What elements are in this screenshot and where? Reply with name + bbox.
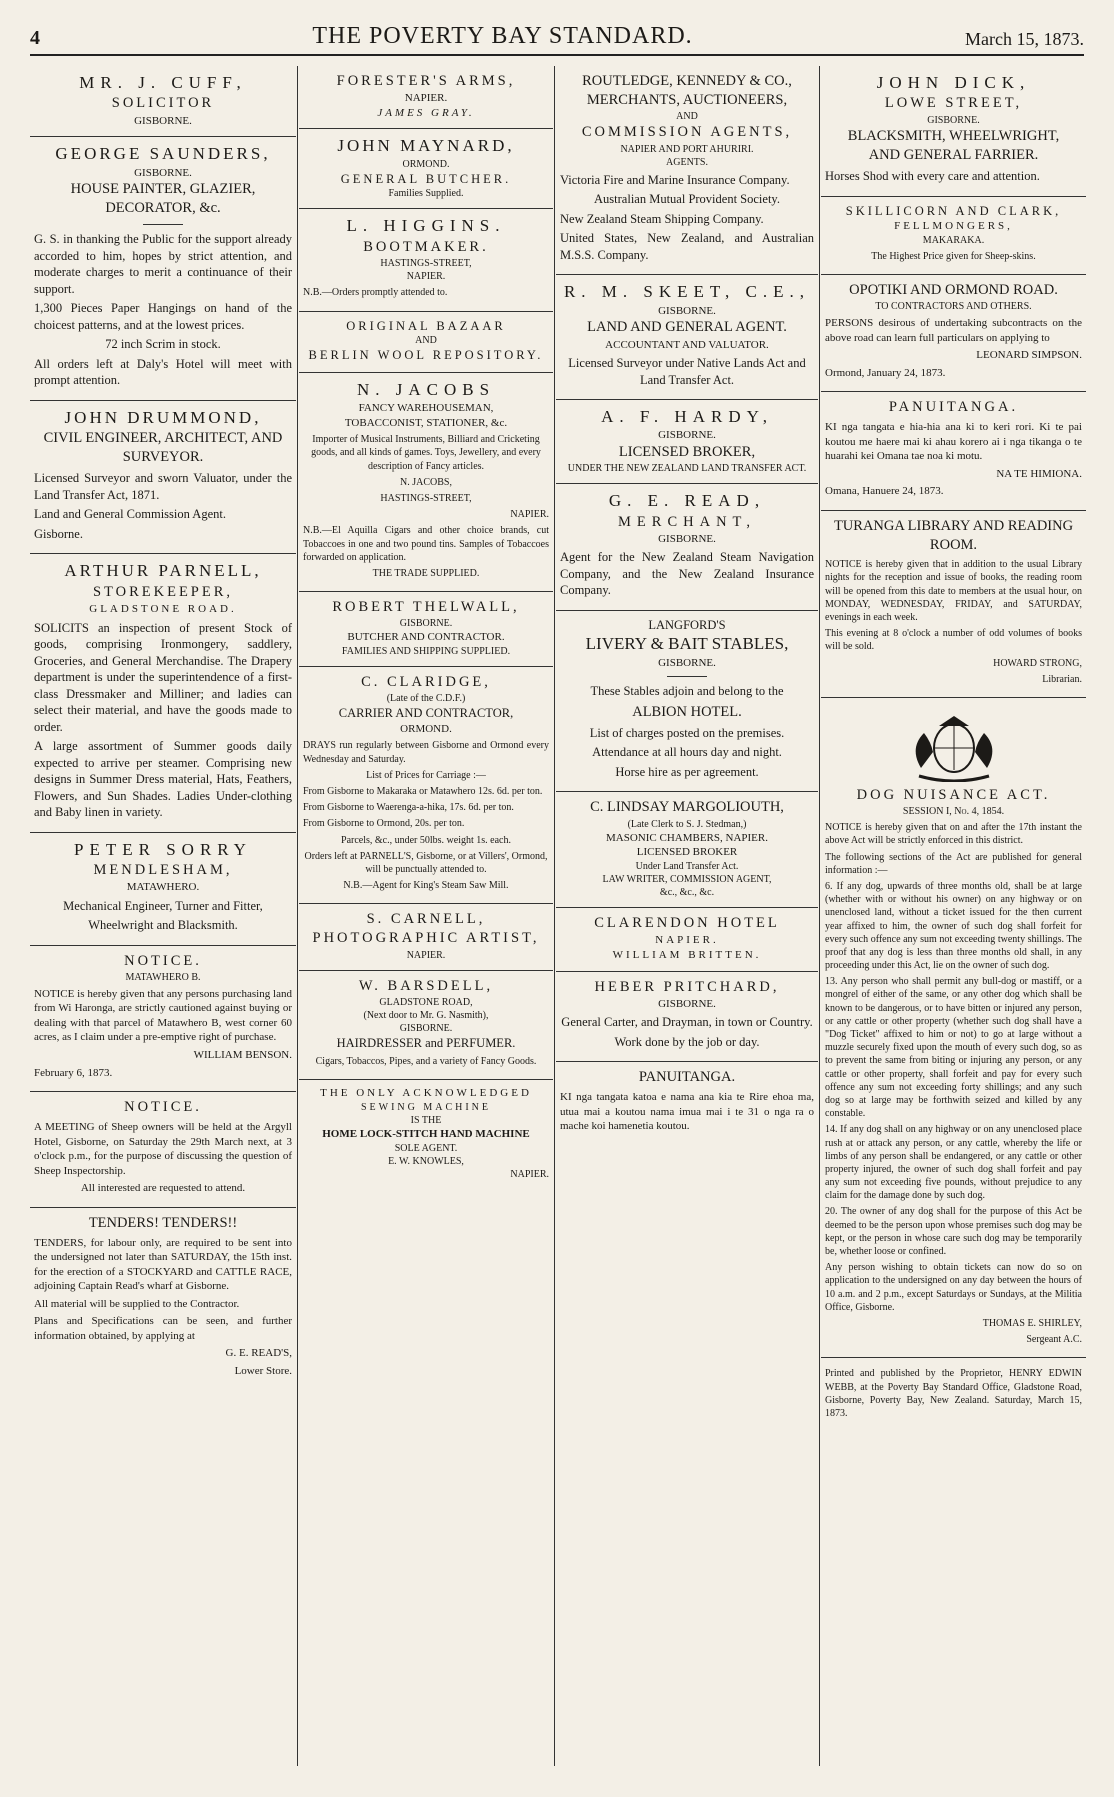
ad-line: HASTINGS-STREET, bbox=[380, 258, 472, 270]
ad-line: WILLIAM BRITTEN. bbox=[612, 949, 762, 961]
ad-line: GISBORNE. bbox=[134, 114, 192, 127]
ad-dick bbox=[821, 66, 1086, 197]
ad-sewing-machine bbox=[299, 1080, 553, 1189]
ad-text: United States, New Zealand, and Australian M.S.S. Company. bbox=[560, 231, 814, 262]
ad-line: TO CONTRACTORS AND OTHERS. bbox=[875, 301, 1032, 313]
ad-title: SKILLICORN AND CLARK, bbox=[845, 203, 1062, 218]
ad-line: BUTCHER AND CONTRACTOR. bbox=[347, 631, 505, 644]
ad-text: KI nga tangata katoa e nama ana kia te Rire ehoa ma, utua mai a koutou nama imua mai i te 31 o nga ra o mache koi hamenetia koutou. bbox=[560, 1091, 814, 1133]
ad-line: MAKARAKA. bbox=[922, 234, 985, 246]
ad-line: NAPIER. bbox=[406, 271, 446, 283]
ad-title: ROBERT THELWALL, bbox=[332, 599, 520, 616]
ad-margoliouth bbox=[556, 792, 818, 908]
ad-line: CARRIER AND CONTRACTOR, bbox=[338, 706, 514, 721]
ad-line: SOLICITOR bbox=[111, 95, 215, 112]
ad-line: GISBORNE. bbox=[658, 997, 716, 1010]
ad-text: Mechanical Engineer, Turner and Fitter, bbox=[63, 898, 263, 913]
ad-text: Work done by the job or day. bbox=[614, 1034, 760, 1049]
ad-line: BOOTMAKER. bbox=[363, 238, 489, 255]
ad-skillicorn bbox=[821, 197, 1086, 275]
ad-read bbox=[556, 484, 818, 611]
ad-line: DECORATOR, &c. bbox=[105, 200, 221, 217]
ad-title: R. M. SKEET, C.E., bbox=[563, 282, 811, 302]
ad-text: All material will be supplied to the Contractor. bbox=[34, 1297, 240, 1310]
page-number: 4 bbox=[30, 27, 40, 49]
ad-line: FANCY WAREHOUSEMAN, bbox=[358, 402, 494, 415]
ad-text: Orders left at PARNELL'S, Gisborne, or at Villers', Ormond, will be punctually attended to. bbox=[304, 850, 548, 875]
ad-line: MASONIC CHAMBERS, NAPIER. bbox=[606, 831, 768, 844]
ad-line: (Late Clerk to S. J. Stedman,) bbox=[627, 818, 747, 830]
ad-text: All interested are requested to attend. bbox=[80, 1182, 246, 1195]
ad-skeet bbox=[556, 275, 818, 400]
ad-line: COMMISSION AGENTS, bbox=[581, 124, 793, 141]
ad-hardy bbox=[556, 400, 818, 484]
ad-title: ORIGINAL BAZAAR bbox=[346, 318, 506, 333]
column-3 bbox=[556, 66, 818, 1766]
ad-text: KI nga tangata e hia-hia ana ki to keri rori. Ki te pai koutou me haere mai ki ahau korero ai i nga tikanga o te huarahi kei Omana tae noa ki motu. bbox=[825, 421, 1082, 463]
ad-saunders bbox=[30, 137, 296, 401]
ad-foresters bbox=[299, 66, 553, 129]
ad-title: A. F. HARDY, bbox=[601, 407, 773, 427]
ad-title: G. E. READ, bbox=[608, 491, 766, 511]
ad-text: TENDERS, for labour only, are required to be sent into the undersigned not later than SATURDAY, the 15th inst. for the erection of a STOCKYARD and CATTLE RACE, adjoining Captain Read's wharf at Gisborne. bbox=[34, 1236, 292, 1293]
ad-text: Australian Mutual Provident Society. bbox=[594, 192, 780, 207]
ad-text: General Carter, and Drayman, in town or Country. bbox=[561, 1015, 813, 1030]
ad-text: Gisborne. bbox=[34, 526, 83, 541]
ad-line: MERCHANTS, AUCTIONEERS, bbox=[586, 92, 788, 109]
ad-opotiki-road bbox=[821, 275, 1086, 392]
ad-text: PERSONS desirous of undertaking subcontracts on the above road can learn full particulars on applying to bbox=[825, 317, 1082, 344]
ad-line: &c., &c., &c. bbox=[659, 887, 715, 899]
ad-line: CIVIL ENGINEER, ARCHITECT, AND SURVEYOR. bbox=[43, 430, 283, 466]
ad-line: LICENSED BROKER bbox=[636, 846, 738, 859]
ad-parnell bbox=[30, 554, 296, 832]
ad-carnell bbox=[299, 904, 553, 970]
ad-line: GISBORNE. bbox=[658, 304, 716, 317]
imprint-text: Printed and published by the Proprietor, HENRY EDWIN WEBB, at the Poverty Bay Standard Office, Gladstone Road, Gisborne, Poverty Bay, New Zealand. Saturday, March 15, 1873. bbox=[825, 1368, 1082, 1419]
ad-title: PANUITANGA. bbox=[888, 399, 1019, 416]
ad-title: LANGFORD'S bbox=[648, 617, 726, 632]
masthead bbox=[30, 22, 1084, 56]
ad-claridge bbox=[299, 667, 553, 904]
ad-line: BLACKSMITH, WHEELWRIGHT, bbox=[847, 127, 1060, 144]
ad-line: LAW WRITER, COMMISSION AGENT, bbox=[602, 873, 772, 885]
ad-text: A large assortment of Summer goods daily expected to arrive per steamer. Comprising new designs in Summer Dress material, Hats, Feathers, Flowers, and Sun Shades. Ladies Under-clothing and Baby linen in variety. bbox=[34, 739, 292, 820]
ad-line: GENERAL BUTCHER. bbox=[340, 171, 512, 186]
ad-title: C. CLARIDGE, bbox=[361, 674, 491, 691]
ad-line: (Next door to Mr. G. Nasmith), bbox=[363, 1010, 489, 1022]
ad-title: CLARENDON HOTEL bbox=[594, 915, 780, 932]
ad-text: Attendance at all hours day and night. bbox=[592, 745, 782, 760]
ad-line: GISBORNE. bbox=[134, 166, 192, 179]
ad-text: Victoria Fire and Marine Insurance Company. bbox=[560, 172, 790, 187]
ad-line: SESSION I, No. 4, 1854. bbox=[902, 806, 1005, 818]
ad-text: Land and General Commission Agent. bbox=[34, 507, 226, 522]
ad-date: Ormond, January 24, 1873. bbox=[825, 366, 946, 379]
printer-imprint bbox=[821, 1358, 1086, 1431]
ad-line: MENDLESHAM, bbox=[93, 861, 233, 878]
ad-line: ACCOUNTANT AND VALUATOR. bbox=[605, 338, 769, 351]
ad-text: List of Prices for Carriage :— bbox=[366, 769, 486, 781]
ad-line: UNDER THE NEW ZEALAND LAND TRANSFER ACT. bbox=[567, 463, 807, 475]
ad-signature: HOWARD STRONG, bbox=[993, 657, 1082, 669]
ad-line: LICENSED BROKER, bbox=[618, 443, 756, 460]
ad-line: MATAWHERO B. bbox=[125, 971, 201, 983]
ad-line: MATAWHERO. bbox=[126, 881, 200, 894]
ad-text: From Gisborne to Ormond, 20s. per ton. bbox=[303, 818, 465, 830]
ad-text: A MEETING of Sheep owners will be held at the Argyll Hotel, Gisborne, on Saturday the 29th March next, at 3 o'clock p.m., for the purpose of discussing the question of Sheep Inspectorship. bbox=[34, 1121, 292, 1177]
ad-line: ORMOND. bbox=[402, 158, 450, 170]
ad-title: NOTICE. bbox=[124, 952, 202, 969]
ad-signature: HASTINGS-STREET, bbox=[380, 493, 472, 504]
ad-line: ORMOND. bbox=[400, 722, 452, 735]
ad-text: All orders left at Daly's Hotel will meet with prompt attention. bbox=[34, 356, 292, 388]
ad-signature: N. JACOBS, bbox=[400, 476, 452, 488]
newspaper-title: THE POVERTY BAY STANDARD. bbox=[312, 23, 693, 49]
ad-line: NAPIER. bbox=[404, 92, 448, 105]
ad-text: List of charges posted on the premises. bbox=[589, 725, 785, 740]
ad-line: LIVERY & BAIT STABLES, bbox=[585, 634, 789, 654]
ad-text: 14. If any dog shall on any highway or on any unenclosed place rush at or attack any person, or any cattle, whereby the life or limbs of any person shall be endangered, or any cattle or other property injured, the owner of such dog shall forfeit and pay any sum not exceeding five pounds, without prejudice to any claim for the damage done by such dog. bbox=[825, 1124, 1082, 1202]
ad-text: The Highest Price given for Sheep-skins. bbox=[871, 250, 1036, 262]
ad-line: FAMILIES AND SHIPPING SUPPLIED. bbox=[341, 645, 511, 657]
ad-date: Omana, Hanuere 24, 1873. bbox=[825, 485, 944, 498]
ad-title: HEBER PRITCHARD, bbox=[594, 978, 780, 995]
ad-text: The following sections of the Act are published for general information :— bbox=[825, 851, 1082, 876]
ad-line: Under Land Transfer Act. bbox=[635, 860, 739, 872]
ad-text: NOTICE is hereby given that in addition to the usual Library nights for the reception and issue of books, the reading room will be opened from this date to members at the usual hour, on MONDAY, WEDNESDAY, FRIDAY, and SATURDAY, evenings in each week. bbox=[825, 559, 1082, 623]
ad-text: Plans and Specifications can be seen, and further information obtained, by applying at bbox=[34, 1315, 292, 1342]
ad-line: HOME LOCK-STITCH HAND MACHINE bbox=[322, 1128, 530, 1141]
ad-text: G. S. in thanking the Public for the support already accorded to him, hopes by strict attention, and moderate charges to merit a continuance of their support. bbox=[34, 232, 292, 296]
ad-line: AND bbox=[676, 111, 698, 123]
ad-text: N.B.—El Aquilla Cigars and other choice brands, cut Tobaccoes in one and two pound tins. Samples of Tobaccoes forwarded on application. bbox=[303, 525, 549, 563]
ad-text: Wheelwright and Blacksmith. bbox=[88, 918, 238, 933]
ad-title: L. HIGGINS. bbox=[346, 216, 506, 236]
ad-line: MERCHANT, bbox=[618, 513, 756, 530]
ad-text: 6. If any dog, upwards of three months old, shall be at large (whether with or without his owner) on any highway or on unenclosed land, without a ticket issued for the then current year affixed to him, the owner of such dog shall forfeit for every such offence any sum not exceeding twenty shillings. The proof that any dog is less than three months old shall, in any proceeding under this Act, lie on the owner of such dog. bbox=[825, 880, 1082, 972]
ad-signature: NA TE HIMIONA. bbox=[996, 467, 1082, 480]
ad-text: 1,300 Pieces Paper Hangings on hand of the choicest patterns, and at the lowest prices. bbox=[34, 301, 292, 332]
ad-line: AND bbox=[415, 335, 437, 347]
ad-line: NAPIER. bbox=[655, 934, 719, 947]
column-4 bbox=[821, 66, 1086, 1766]
ad-line: BERLIN WOOL REPOSITORY. bbox=[308, 348, 544, 363]
ad-title: N. JACOBS bbox=[356, 379, 496, 399]
ad-line: TOBACCONIST, STATIONER, &c. bbox=[344, 416, 508, 429]
ad-higgins bbox=[299, 209, 553, 311]
ad-signature: Librarian. bbox=[1042, 673, 1082, 685]
ad-line: FELLMONGERS, bbox=[894, 220, 1013, 232]
ad-title: JOHN MAYNARD, bbox=[337, 136, 515, 156]
ad-title: PETER SORRY bbox=[74, 839, 252, 859]
ad-text: This evening at 8 o'clock a number of odd volumes of books will be sold. bbox=[825, 628, 1082, 653]
ad-line: AND GENERAL FARRIER. bbox=[868, 146, 1039, 163]
ad-date: February 6, 1873. bbox=[34, 1066, 113, 1079]
ad-title: OPOTIKI AND ORMOND ROAD. bbox=[849, 281, 1058, 298]
ad-title: MR. J. CUFF, bbox=[79, 73, 247, 92]
ad-text: Horses Shod with every care and attention. bbox=[825, 169, 1040, 183]
ad-text: Agent for the New Zealand Steam Navigation Company, and the New Zealand Insurance Company. bbox=[560, 550, 814, 598]
ad-line: LOWE STREET, bbox=[884, 95, 1023, 112]
column-rule bbox=[554, 66, 555, 1766]
column-rule bbox=[819, 66, 820, 1766]
ad-text: New Zealand Steam Shipping Company. bbox=[560, 211, 764, 226]
ad-routledge bbox=[556, 66, 818, 275]
ad-text: From Gisborne to Makaraka or Matawhero 12s. 6d. per ton. bbox=[303, 786, 543, 798]
ad-text: 13. Any person who shall permit any bull-dog or mastiff, or a mongrel of either of the same, or any other dog which shall be known to be dangerous, or to have bitten or injured any person, or any cattle or other property (whether such dog shall have a "Dog Ticket" affixed to him or not) to go at large without a muzzle securely fixed upon the mouth of every such dog, so as to prevent the same from biting or injuring any person, or any cattle or other property, shall forfeit and pay for every such offence any sum not exceeding forty shillings; and any such dog so at large may be forthwith seized and killed by any constable. bbox=[825, 976, 1082, 1120]
ad-text: N.B.—Orders promptly attended to. bbox=[303, 287, 448, 299]
ad-sorry bbox=[30, 833, 296, 946]
ad-dog-nuisance-act bbox=[821, 698, 1086, 1358]
ad-signature: WILLIAM BENSON. bbox=[193, 1049, 292, 1061]
divider bbox=[667, 676, 707, 677]
ad-line: JAMES GRAY. bbox=[377, 106, 475, 119]
ad-tenders bbox=[30, 1208, 296, 1390]
ad-text: These Stables adjoin and belong to the bbox=[590, 684, 784, 699]
ad-panuitanga-himiona bbox=[821, 392, 1086, 511]
ad-panuitanga-rire bbox=[556, 1062, 818, 1145]
ad-text: 72 inch Scrim in stock. bbox=[105, 337, 221, 352]
ad-line: PHOTOGRAPHIC ARTIST, bbox=[312, 930, 540, 947]
ad-signature: G. E. READ'S, bbox=[225, 1347, 292, 1360]
column-2 bbox=[299, 66, 553, 1766]
ad-line: SEWING MACHINE bbox=[360, 1101, 492, 1113]
ad-signature: THOMAS E. SHIRLEY, bbox=[982, 1317, 1082, 1329]
ad-title: TENDERS! TENDERS!! bbox=[88, 1214, 238, 1231]
ad-title: TURANGA LIBRARY AND READING ROOM. bbox=[833, 517, 1074, 554]
ad-text: N.B.—Agent for King's Steam Saw Mill. bbox=[343, 880, 509, 892]
ad-clarendon bbox=[556, 908, 818, 971]
ad-title: JOHN DRUMMOND, bbox=[64, 407, 262, 427]
ad-text: Licensed Surveyor under Native Lands Act and Land Transfer Act. bbox=[568, 356, 806, 387]
ad-bazaar bbox=[299, 312, 553, 373]
ad-text: Parcels, &c., under 50lbs. weight 1s. each. bbox=[341, 834, 511, 846]
ad-signature: Sergeant A.C. bbox=[1026, 1334, 1082, 1346]
ad-jacobs bbox=[299, 373, 553, 592]
ad-signature: NAPIER. bbox=[510, 509, 549, 521]
ad-text: Cigars, Tobaccos, Pipes, and a variety of Fancy Goods. bbox=[315, 1055, 537, 1067]
ad-line: NAPIER. bbox=[406, 949, 446, 961]
ad-title: THE ONLY ACKNOWLEDGED bbox=[320, 1087, 532, 1100]
column-1 bbox=[30, 66, 296, 1766]
ad-line: HOUSE PAINTER, GLAZIER, bbox=[70, 181, 256, 198]
ad-text: Horse hire as per agreement. bbox=[615, 764, 759, 779]
ad-line: GLADSTONE ROAD. bbox=[89, 603, 237, 616]
ad-line: SOLE AGENT. bbox=[394, 1142, 458, 1154]
ad-line: HAIRDRESSER and PERFUMER. bbox=[336, 1036, 516, 1051]
ad-title: NOTICE. bbox=[124, 1099, 202, 1116]
ad-line: ALBION HOTEL. bbox=[632, 703, 742, 720]
ad-title: DOG NUISANCE ACT. bbox=[856, 786, 1051, 803]
ad-text: DRAYS run regularly between Gisborne and Ormond every Wednesday and Saturday. bbox=[303, 740, 549, 765]
ad-signature: Lower Store. bbox=[234, 1364, 292, 1377]
ad-title: C. LINDSAY MARGOLIOUTH, bbox=[590, 799, 784, 816]
ad-text: From Gisborne to Waerenga-a-hika, 17s. 6d. per ton. bbox=[303, 802, 514, 814]
ad-title: GEORGE SAUNDERS, bbox=[55, 144, 271, 164]
ad-text: SOLICITS an inspection of present Stock of goods, comprising Ironmongery, saddlery, Groceries, and General Merchandise. The Drapery department is under the superintendence of a first-class Dressmaker and Milliner; and ladies can select their material, and have the goods made to order. bbox=[34, 620, 292, 734]
ad-line: GISBORNE. bbox=[658, 429, 716, 442]
ad-title: W. BARSDELL, bbox=[358, 977, 494, 994]
ad-line: Families Supplied. bbox=[388, 188, 464, 200]
ad-cuff bbox=[30, 66, 296, 137]
ad-text: NOTICE is hereby given that any persons purchasing land from Wi Haronga, are strictly cautioned against buying or dealing with that parcel of Matawhero B, west corner 60 acres, as I claim under a pre-emptive right of purchase. bbox=[34, 987, 292, 1044]
ad-line: GISBORNE. bbox=[399, 1023, 453, 1035]
ad-line: GISBORNE. bbox=[658, 656, 716, 669]
ad-text: Importer of Musical Instruments, Billiard and Cricketing goods, and all kinds of games. Toys, Jewellery, and every description of Fancy articles. bbox=[311, 434, 541, 472]
ad-maynard bbox=[299, 129, 553, 209]
ad-title: FORESTER'S ARMS, bbox=[336, 73, 516, 89]
ad-title: S. CARNELL, bbox=[366, 911, 486, 928]
ad-langford bbox=[556, 611, 818, 793]
issue-date: March 15, 1873. bbox=[965, 29, 1084, 49]
ad-pritchard bbox=[556, 972, 818, 1063]
royal-coat-of-arms-icon bbox=[879, 708, 1029, 782]
ad-title: ARTHUR PARNELL, bbox=[64, 561, 262, 581]
ad-line: STOREKEEPER, bbox=[92, 583, 234, 600]
ad-notice-sheep bbox=[30, 1092, 296, 1208]
ad-line: (Late of the C.D.F.) bbox=[386, 693, 466, 705]
column-rule bbox=[297, 66, 298, 1766]
ad-text: Licensed Surveyor and sworn Valuator, under the Land Transfer Act, 1871. bbox=[34, 471, 292, 502]
ad-signature: LEONARD SIMPSON. bbox=[976, 349, 1082, 362]
ad-text: 20. The owner of any dog shall for the purpose of this Act be deemed to be the person upon whose premises such dog may be kept, or the person in whose care such dog may be temporarily be, whether loose or confined. bbox=[825, 1206, 1082, 1258]
ad-signature: NAPIER. bbox=[510, 1168, 549, 1180]
ad-line: IS THE bbox=[410, 1114, 442, 1126]
ad-barsdell bbox=[299, 971, 553, 1080]
ad-line: AGENTS. bbox=[666, 156, 708, 168]
ad-signature: E. W. KNOWLES, bbox=[388, 1155, 464, 1167]
divider bbox=[143, 224, 183, 225]
ad-title: ROUTLEDGE, KENNEDY & CO., bbox=[582, 73, 792, 89]
ad-text: Any person wishing to obtain tickets can now do so on application to the undersigned on any day between the hours of 10 a.m. and 2 p.m., except Saturdays or Sundays, at the Militia Office, Gisborne. bbox=[825, 1262, 1082, 1313]
ad-line: GLADSTONE ROAD, bbox=[379, 996, 473, 1008]
ad-line: GISBORNE. bbox=[658, 532, 716, 545]
ad-text: THE TRADE SUPPLIED. bbox=[372, 567, 480, 579]
ad-line: NAPIER AND PORT AHURIRI. bbox=[620, 143, 754, 155]
ad-line: GISBORNE. bbox=[927, 114, 980, 126]
ad-line: LAND AND GENERAL AGENT. bbox=[587, 319, 787, 336]
ad-notice-matawhero bbox=[30, 946, 296, 1092]
ad-drummond bbox=[30, 401, 296, 555]
ad-line: GISBORNE. bbox=[399, 618, 453, 630]
ad-turanga-library bbox=[821, 511, 1086, 698]
ad-title: JOHN DICK, bbox=[876, 73, 1031, 92]
ad-thelwall bbox=[299, 592, 553, 667]
ad-title: PANUITANGA. bbox=[638, 1069, 736, 1086]
ad-text: NOTICE is hereby given that on and after the 17th instant the above Act will be strictly enforced in this district. bbox=[825, 822, 1082, 847]
